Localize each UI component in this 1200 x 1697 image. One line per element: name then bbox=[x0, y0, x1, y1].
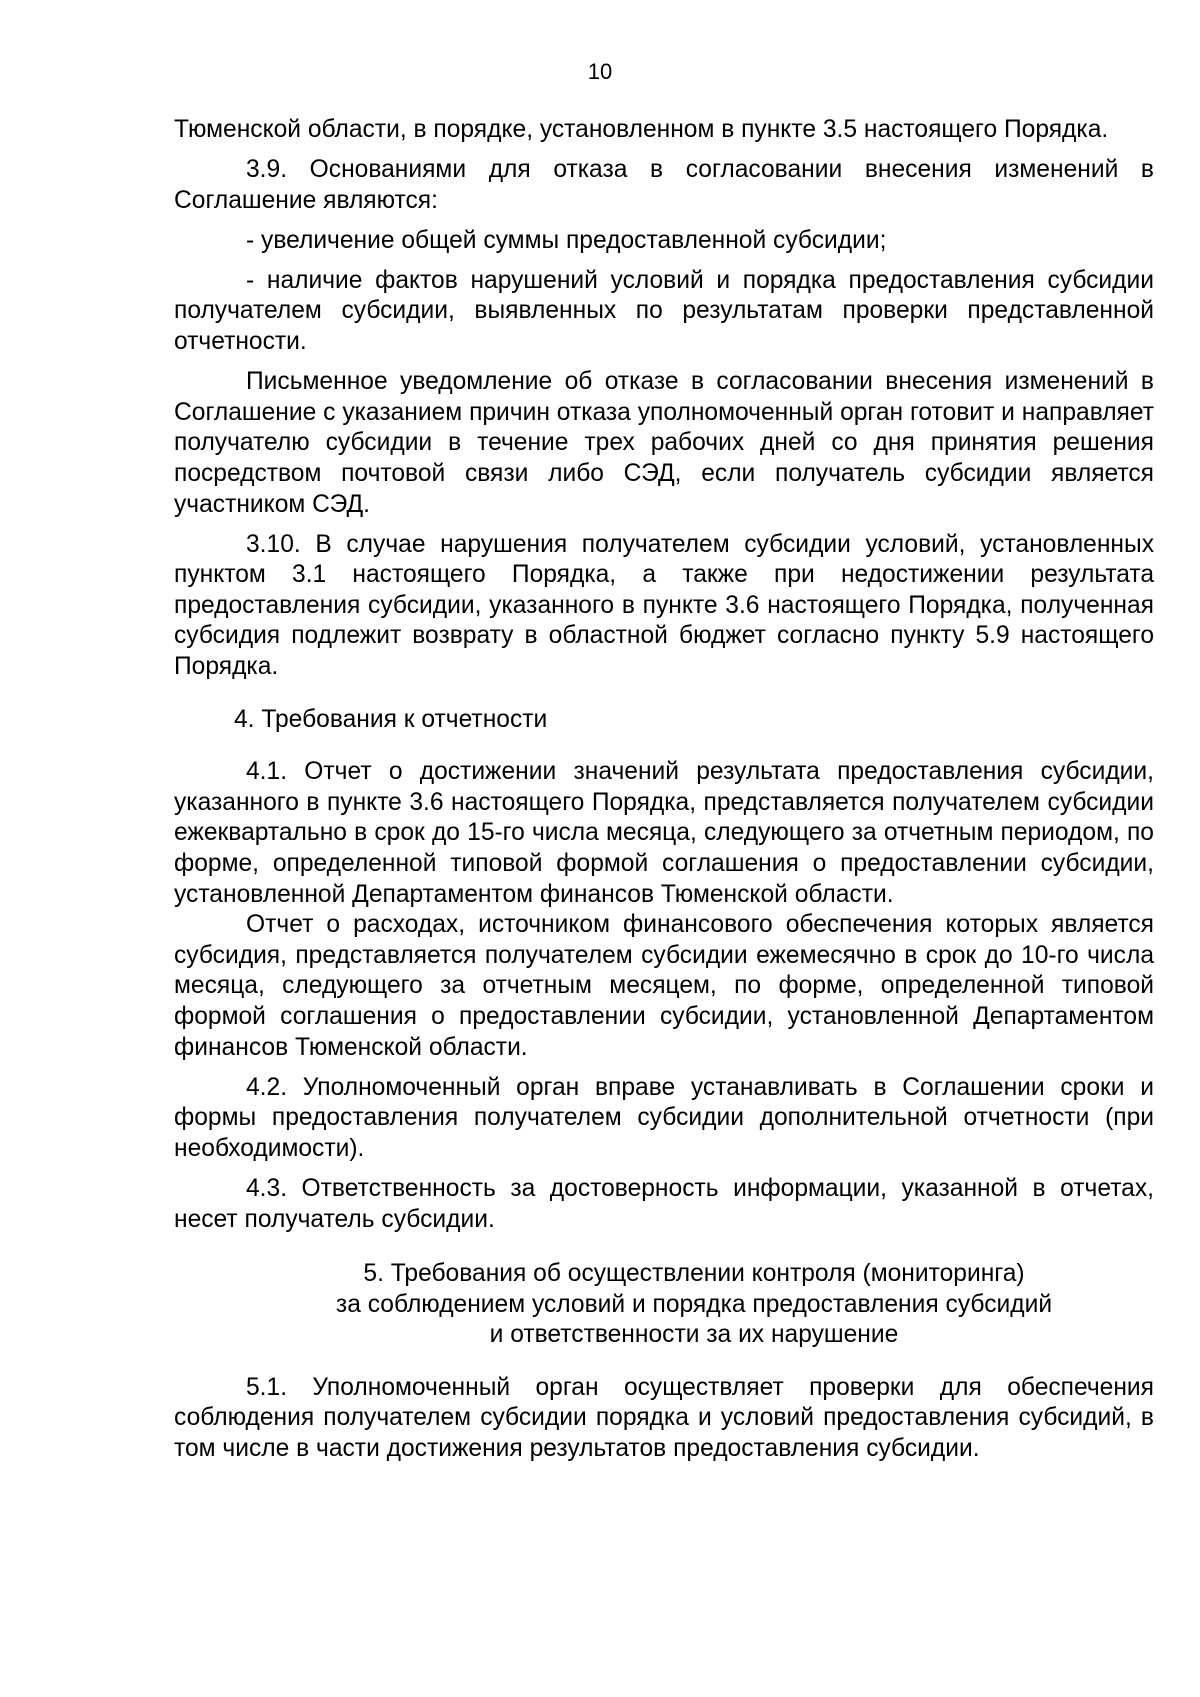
section-heading-5-line-1: 5. Требования об осуществлении контроля (мониторинга) bbox=[363, 1260, 1025, 1288]
paragraph-4-1: 4.1. Отчет о достижении значений результата предоставления субсидии, указанного в пункте 3.6 настоящего Порядка, представляется получателем субсидии ежеквартально в срок до 15-го числа месяца, следующего за отчетным периодом, по форме, определенной типовой формой соглашения о предоставлении субсидии, установленной Департаментом финансов Тюменской области. bbox=[174, 758, 1154, 908]
section-heading-5-line-2: за соблюдением условий и порядка предоставления субсидий bbox=[335, 1290, 1053, 1318]
paragraph-4-3: 4.3. Ответственность за достоверность информации, указанной в отчетах, несет получатель субсидии. bbox=[174, 1174, 1154, 1233]
page-number: 10 bbox=[587, 59, 613, 84]
section-heading-4: 4. Требования к отчетности bbox=[234, 705, 548, 733]
section-heading-5 bbox=[174, 1259, 1154, 1351]
paragraph-4-2: 4.2. Уполномоченный орган вправе устанавливать в Соглашении сроки и формы предоставления получателем субсидии дополнительной отчетности (при необходимости). bbox=[174, 1073, 1154, 1162]
document-body bbox=[174, 115, 1154, 1474]
paragraph-continuation: Тюменской области, в порядке, установленном в пункте 3.5 настоящего Порядка. bbox=[174, 116, 1109, 143]
list-item-increase-subsidy: - увеличение общей суммы предоставленной субсидии; bbox=[246, 226, 887, 254]
paragraph-3-10: 3.10. В случае нарушения получателем субсидии условий, установленных пунктом 3.1 настоящего Порядка, а также при недостижении результата предоставления субсидии, указанного в пункте 3.6 настоящего Порядка, полученная субсидия подлежит возврату в областной бюджет согласно пункту 5.9 настоящего Порядка. bbox=[174, 530, 1154, 680]
paragraph-expense-report: Отчет о расходах, источником финансового обеспечения которых является субсидия, представляется получателем субсидии ежемесячно в срок до 10-го числа месяца, следующего за отчетным месяцем, по форме, определенной типовой формой соглашения о предоставлении субсидии, установленной Департаментом финансов Тюменской области. bbox=[174, 911, 1154, 1061]
paragraph-3-9: 3.9. Основаниями для отказа в согласовании внесения изменений в Соглашение являются: bbox=[174, 156, 1154, 214]
section-heading-5-line-3: и ответственности за их нарушение bbox=[489, 1321, 899, 1349]
paragraph-refusal-notice: Письменное уведомление об отказе в согласовании внесения изменений в Соглашение с указанием причин отказа уполномоченный орган готовит и направляет получателю субсидии в течение трех рабочих дней со дня принятия решения посредством почтовой связи либо СЭД, если получатель субсидии является участником СЭД. bbox=[174, 368, 1154, 518]
paragraph-5-1: 5.1. Уполномоченный орган осуществляет проверки для обеспечения соблюдения получателем субсидии порядка и условий предоставления субсидий, в том числе в части достижения результатов предоставления субсидии. bbox=[174, 1373, 1154, 1463]
list-item-violations: - наличие фактов нарушений условий и порядка предоставления субсидии получателем субсидии, выявленных по результатам проверки представленной отчетности. bbox=[174, 266, 1154, 356]
